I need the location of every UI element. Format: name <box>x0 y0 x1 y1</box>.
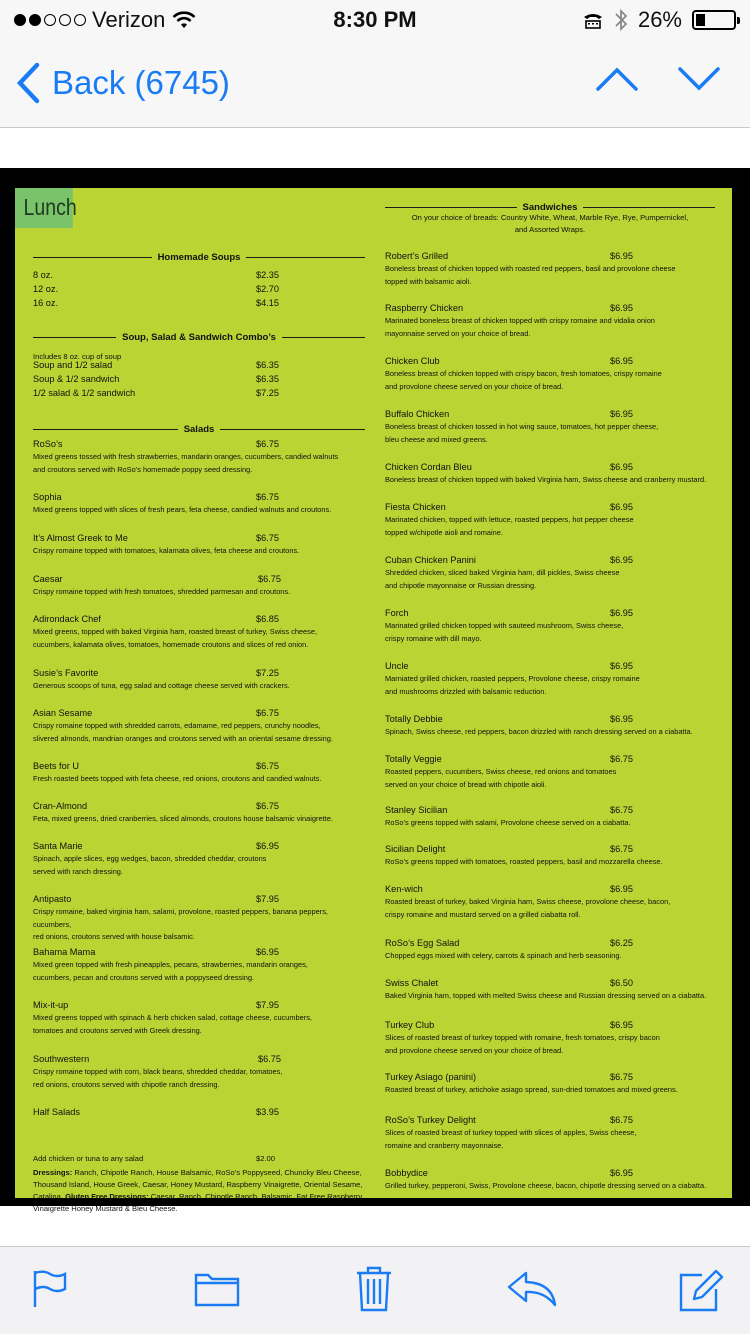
item-description: Roasted breast of turkey, artichoke asiago spread, sun-dried tomatoes and mixed greens. <box>385 1085 678 1094</box>
item-description: Slices of roasted breast of turkey topped with slices of apples, Swiss cheese, romaine and cranberry mayonnaise. <box>385 1128 637 1150</box>
item-price: $3.95 <box>256 1107 279 1117</box>
item-name: Turkey Asiago (panini) <box>385 1072 477 1082</box>
item-name: Mix-it-up <box>33 1000 69 1010</box>
item-price: $6.95 <box>610 303 633 313</box>
item-price: $6.75 <box>256 492 279 502</box>
item-price: $6.95 <box>610 661 633 671</box>
flag-icon[interactable] <box>32 1269 68 1309</box>
item-price: $6.35 <box>256 360 279 370</box>
item-name: Susie’s Favorite <box>33 668 99 678</box>
status-time: 8:30 PM <box>333 7 417 32</box>
item-name: Asian Sesame <box>33 708 93 718</box>
item-name: It’s Almost Greek to Me <box>33 533 128 543</box>
item-name: RoSo’s <box>33 439 63 449</box>
item-description: Chopped eggs mixed with celery, carrots & spinach and herb seasoning. <box>385 951 622 960</box>
item-description: Grilled turkey, pepperoni, Swiss, Provolone cheese, bacon, chipotle dressing served on a ciabatta. <box>385 1181 707 1190</box>
item-name: Bahama Mama <box>33 947 96 957</box>
item-name: Stanley Sicilian <box>385 805 448 815</box>
item-price: $2.35 <box>256 270 279 280</box>
section-header-sandwiches: Sandwiches <box>385 202 715 213</box>
item-description: Boneless breast of chicken topped with crispy bacon, fresh tomatoes, crispy romaine and provolone cheese served on your choice of bread. <box>385 369 662 391</box>
item-name: Buffalo Chicken <box>385 409 450 419</box>
item-price: $7.25 <box>256 668 279 678</box>
item-name: Southwestern <box>33 1054 90 1064</box>
item-price: $6.35 <box>256 374 279 384</box>
item-name: Sicilian Delight <box>385 844 446 854</box>
item-price: $6.95 <box>256 947 279 957</box>
back-button[interactable] <box>16 62 230 104</box>
section-header-soups: Homemade Soups <box>33 252 365 263</box>
bottom-toolbar <box>0 1246 750 1334</box>
item-name: Ken-wich <box>385 884 423 894</box>
item-price: $6.95 <box>610 714 633 724</box>
item-name: Swiss Chalet <box>385 978 439 988</box>
item-name: Soup & 1/2 sandwich <box>33 374 120 384</box>
item-description: Baked Virginia ham, topped with melted Swiss cheese and Russian dressing served on a ciabatta. <box>385 991 707 1000</box>
item-price: $6.75 <box>256 533 279 543</box>
bluetooth-icon <box>614 8 628 32</box>
item-description: Boneless breast of chicken topped with roasted red peppers, basil and provolone cheese topped with balsamic aioli. <box>385 264 676 286</box>
sandwiches-subtitle: On your choice of breads: Country White, Wheat, Marble Rye, Rye, Pumpernickel, and Assorted Wraps. <box>411 213 689 234</box>
item-description: Fresh roasted beets topped with feta cheese, red onions, croutons and candied walnuts. <box>33 774 322 783</box>
item-name: 1/2 salad & 1/2 sandwich <box>33 388 136 398</box>
item-name: Fiesta Chicken <box>385 502 446 512</box>
item-description: RoSo’s greens topped with salami, Provolone cheese served on a ciabatta. <box>385 818 631 827</box>
item-price: $6.75 <box>610 754 633 764</box>
item-price: $7.95 <box>256 894 279 904</box>
carrier-name: Verizon <box>92 7 166 32</box>
item-description: Marinated grilled chicken topped with sauteed mushroom, Swiss cheese, crispy romaine with dill mayo. <box>385 621 624 643</box>
folder-icon[interactable] <box>194 1269 240 1309</box>
item-description: Crispy romaine topped with tomatoes, kalamata olives, feta cheese and croutons. <box>33 546 300 555</box>
item-price: $6.75 <box>610 805 633 815</box>
item-name: Adirondack Chef <box>33 614 101 624</box>
status-right <box>582 7 736 33</box>
item-name: Turkey Club <box>385 1020 435 1030</box>
item-name: Totally Veggie <box>385 754 442 764</box>
item-description: Mixed greens tossed with fresh strawberries, mandarin oranges, cucumbers, candied walnuts and croutons served with RoSo’s homemade poppy seed dressing. <box>33 452 339 474</box>
chevron-down-icon[interactable] <box>678 66 720 92</box>
combo-note: Includes 8 oz. cup of soup <box>33 352 122 361</box>
item-description: Marinated boneless breast of chicken topped with crispy romaine and vidalia onion mayonnaise served on your choice of bread. <box>385 316 655 338</box>
reply-icon[interactable] <box>506 1269 558 1309</box>
item-description: Spinach, Swiss cheese, red peppers, bacon drizzled with ranch dressing served on a ciabatta. <box>385 727 693 736</box>
item-description: Marniated grilled chicken, roasted peppers, Provolone cheese, crispy romaine and mushrooms drizzled with balsamic reduction. <box>385 674 640 696</box>
item-price: $6.50 <box>610 978 633 988</box>
item-name: RoSo’s Egg Salad <box>385 938 460 948</box>
item-name: Santa Marie <box>33 841 83 851</box>
item-price: $6.95 <box>610 884 633 894</box>
navigation-bar <box>0 40 750 128</box>
item-name: Bobbydice <box>385 1168 428 1178</box>
item-price: $6.95 <box>610 462 633 472</box>
lunch-tag: Lunch <box>15 188 73 228</box>
menu-image-frame <box>0 168 750 1213</box>
status-bar <box>0 0 750 40</box>
item-description: Roasted peppers, cucumbers, Swiss cheese, red onions and tomatoes served on your choice of bread with chipotle aioli. <box>385 767 617 789</box>
item-price: $6.95 <box>610 251 633 261</box>
item-price: $6.95 <box>610 555 633 565</box>
item-description: Crispy romaine topped with corn, black beans, shredded cheddar, tomatoes, red onions, croutons served with chipotle ranch dressing. <box>33 1067 283 1089</box>
item-name: Half Salads <box>33 1107 80 1117</box>
item-name: Cuban Chicken Panini <box>385 555 476 565</box>
battery-percent: 26% <box>637 7 682 32</box>
item-description: Generous scoops of tuna, egg salad and cottage cheese served with crackers. <box>33 681 290 690</box>
item-description: Roasted breast of turkey, baked Virginia ham, Swiss cheese, provolone cheese, bacon, crispy romaine and mustard served on a grilled ciabatta roll. <box>385 897 671 919</box>
item-name: Caesar <box>33 574 63 584</box>
item-price: $6.75 <box>256 801 279 811</box>
item-price: $6.85 <box>256 614 279 624</box>
item-name: Chicken Club <box>385 356 440 366</box>
item-name: Totally Debbie <box>385 714 443 724</box>
item-description: Boneless breast of chicken tossed in hot wing sauce, tomatoes, hot pepper cheese, bleu cheese and mixed greens. <box>385 422 659 444</box>
message-navigation <box>596 66 720 92</box>
battery-icon <box>692 10 736 30</box>
item-price: $6.75 <box>258 574 281 584</box>
item-price: $6.75 <box>256 439 279 449</box>
item-name: Uncle <box>385 661 409 671</box>
item-description: Slices of roasted breast of turkey topped with romaine, fresh tomatoes, crispy bacon and provolone cheese served on your choice of bread. <box>385 1033 660 1055</box>
item-price: $7.25 <box>256 388 279 398</box>
item-description: Boneless breast of chicken topped with baked Virginia ham, Swiss cheese and cranberry mustard. <box>385 475 707 484</box>
item-name: Soup and 1/2 salad <box>33 360 113 370</box>
tty-icon <box>582 11 604 29</box>
item-name: Beets for U <box>33 761 79 771</box>
item-description: Shredded chicken, sliced baked Virginia ham, dill pickles, Swiss cheese and chipotle mayonnaise or Russian dressing. <box>385 568 620 590</box>
section-header-combo: Soup, Salad & Sandwich Combo’s <box>33 332 365 343</box>
item-price: $6.95 <box>610 409 633 419</box>
chevron-left-icon <box>16 62 40 104</box>
item-price: $6.95 <box>610 1168 633 1178</box>
item-price: $4.15 <box>256 298 279 308</box>
trash-icon[interactable] <box>355 1265 393 1313</box>
item-description: Mixed greens topped with slices of fresh pears, feta cheese, candied walnuts and croutons. <box>33 505 332 514</box>
item-name: Raspberry Chicken <box>385 303 464 313</box>
item-description: Mixed green topped with fresh pineapples, pecans, strawberries, mandarin oranges, cucumbers, pecan and croutons served with a poppyseed dressing. <box>33 960 308 982</box>
item-price: $2.70 <box>256 284 279 294</box>
item-price: $6.75 <box>258 1054 281 1064</box>
item-description: Mixed greens topped with spinach & herb chicken salad, cottage cheese, cucumbers, tomatoes and croutons served with Greek dressing. <box>33 1013 312 1035</box>
item-price: $6.75 <box>256 761 279 771</box>
item-name: 16 oz. <box>33 298 59 308</box>
lunch-menu: Lunch Homemade Soups 8 oz. $2.35 12 oz. $2.70 16 oz. $4.15 Soup, Salad & Sandwich Combo’s Includes 8 oz. cup of soup Soup and 1/2 salad $6.35 Soup & 1/2 sandwich $6.35 1/2 salad & 1/2 sandwich $7.25 Salads RoSo’s $6.75 Mixed greens tossed with fresh strawberries, mandarin oranges, cucumbers, candied walnuts and croutons served with RoSo’s homemade poppy seed dressing. Sophia $6.75 Mixed greens topped with slices of fresh pears, feta cheese, candied walnuts and croutons. It’s Almost Greek to Me $6.75 Crispy romaine topped with tomatoes, kalamata olives, feta cheese and croutons. Caesar $6.75 Crispy romaine topped with fresh tomatoes, shredded parmesan and croutons. Adirondack Chef $6.85 Mixed greens, topped with baked Virginia ham, roasted breast of turkey, Swiss cheese, cucumbers, kalamata olives, tomatoes, homemade croutons and slices of red onion. Susie’s Favorite $7.25 Generous scoops of tuna, egg salad and cottage cheese served with crackers. Asian Sesame $6.75 Crispy romaine topped with shredded carrots, edamame, red peppers, crunchy noodles, slivered almonds, mandrian oranges and croutons served with an oriental sesame dressing. Beets for U $6.75 Fresh roasted beets topped with feta cheese, red onions, croutons and candied walnuts. Cran-Almond $6.75 Feta, mixed greens, dried cranberries, sliced almonds, croutons house balsamic vinaigrette. Santa Marie $6.95 Spinach, apple slices, egg wedges, bacon, shredded cheddar, croutons served with ranch dressing. Antipasto $7.95 Crispy romaine, baked virginia ham, salami, provolone, roasted peppers, banana peppers, cucumbers, red onions, croutons served with house balsamic. Bahama Mama $6.95 Mixed green topped with fresh pineapples, pecans, strawberries, mandarin oranges, cucumbers, pecan and croutons served with a poppyseed dressing. Mix-it-up $7.95 Mixed greens topped with spinach & herb chicken salad, cottage cheese, cucumbers, tomatoes and croutons served with Greek dressing. Southwestern $6.75 Crispy romaine topped with corn, black beans, shredded cheddar, tomatoes, red onions, croutons served with chipotle ranch dressing. Half Salads $3.95 Add chicken or tuna to any salad $2.00 Dressings: Ranch, Chipotle Ranch, House Balsamic, RoSo’s Poppyseed, Chuncky Bleu Cheese, Thousand Island, House Greek, Caesar, Honey Mustard, Raspberry Vinaigrette, Oriental Sesame, Catalina. Gluten Free Dressings: Caesar, Ranch, Chipotle Ranch, Balsamic, Fat Free Raspberry Vinaigrette Honey Mustard & Bleu Cheese. Sandwiches On your choice of breads: Country White, Wheat, Marble Rye, Rye, Pumpernickel, and Assorted Wraps. Robert’s Grilled $6.95 Boneless breast of chicken topped with roasted red peppers, basil and provolone cheese topped with balsamic aioli. Raspberry Chicken $6.95 Marinated boneless breast of chicken topped with crispy romaine and vidalia onion mayonnaise served on your choice of bread. Chicken Club $6.95 Boneless breast of chicken topped with crispy bacon, fresh tomatoes, crispy romaine and provolone cheese served on your choice of bread. Buffalo Chicken $6.95 Boneless breast of chicken tossed in hot wing sauce, tomatoes, hot pepper cheese, bleu cheese and mixed greens. Chicken Cordan Bleu $6.95 Boneless breast of chicken topped with baked Virginia ham, Swiss cheese and cranberry mustard. Fiesta Chicken $6.95 Marinated chicken, topped with lettuce, roasted peppers, hot pepper cheese topped w/chipotle aioli and romaine. Cuban Chicken Panini $6.95 Shredded chicken, sliced baked Virginia ham, dill pickles, Swiss cheese and chipotle mayonnaise or Russian dressing. Forch $6.95 Marinated grilled chicken topped with sauteed mushroom, Swiss cheese, crispy romaine with dill mayo. Uncle $6.95 Marniated grilled chicken, roasted peppers, Provolone cheese, crispy romaine and mushrooms drizzled with balsamic reduction. Totally Debbie $6.95 Spinach, Swiss cheese, red peppers, bacon drizzled with ranch dressing served on a ciabatta. Totally Veggie $6.75 Roasted peppers, cucumbers, Swiss cheese, red onions and tomatoes served on your choice of bread with chipotle aioli. Stanley Sicilian $6.75 RoSo’s greens topped with salami, Provolone cheese served on a ciabatta. Sicilian Delight $6.75 RoSo’s greens topped with tomatoes, roasted peppers, basil and mozzarella cheese. Ken-wich $6.95 Roasted breast of turkey, baked Virginia ham, Swiss cheese, provolone cheese, bacon, crispy romaine and mustard served on a grilled ciabatta roll. RoSo’s Egg Salad $6.25 Chopped eggs mixed with celery, carrots & spinach and herb seasoning. Swiss Chalet $6.50 Baked Virginia ham, topped with melted Swiss cheese and Russian dressing served on a ciabatta. Turkey Club $6.95 Slices of roasted breast of turkey topped with romaine, fresh tomatoes, crispy bacon and provolone cheese served on your choice of bread. Turkey Asiago (panini) $6.75 Roasted breast of turkey, artichoke asiago spread, sun-dried tomatoes and mixed greens. RoSo’s Turkey Delight $6.75 Slices of roasted breast of turkey topped with slices of apples, Swiss cheese, romaine and cranberry mayonnaise. Bobbydice $6.95 Grilled turkey, pepperoni, Swiss, Provolone cheese, bacon, chipotle dressing served on a ciabatta. <box>15 188 732 1198</box>
item-price: $6.75 <box>610 844 633 854</box>
item-price: $6.25 <box>610 938 633 948</box>
item-description: Mixed greens, topped with baked Virginia ham, roasted breast of turkey, Swiss cheese, cucumbers, kalamata olives, tomatoes, homemade croutons and slices of red onion. <box>33 627 318 649</box>
section-header-salads: Salads <box>33 424 365 435</box>
chevron-up-icon[interactable] <box>596 66 638 92</box>
item-price: $6.95 <box>610 356 633 366</box>
item-price: $6.75 <box>610 1115 633 1125</box>
item-name: Antipasto <box>33 894 72 904</box>
item-description: Crispy romaine, baked virginia ham, salami, provolone, roasted peppers, banana peppers, cucumbers, red onions, croutons served with house balsamic. <box>33 907 328 941</box>
item-name: Robert’s Grilled <box>385 251 449 261</box>
item-name: Chicken Cordan Bleu <box>385 462 472 472</box>
item-name: Cran-Almond <box>33 801 88 811</box>
message-body[interactable] <box>0 128 750 1246</box>
item-price: $6.95 <box>610 1020 633 1030</box>
item-price: $7.95 <box>256 1000 279 1010</box>
item-description: Crispy romaine topped with shredded carrots, edamame, red peppers, crunchy noodles, slivered almonds, mandrian oranges and croutons served with an oriental sesame dressing. <box>33 721 333 743</box>
compose-icon[interactable] <box>678 1269 724 1313</box>
item-name: 12 oz. <box>33 284 59 294</box>
back-label: Back (6745) <box>52 64 230 101</box>
item-description: Spinach, apple slices, egg wedges, bacon, shredded cheddar, croutons served with ranch dressing. <box>33 854 267 876</box>
item-price: $6.75 <box>256 708 279 718</box>
dressings-text: Dressings: Ranch, Chipotle Ranch, House Balsamic, RoSo’s Poppyseed, Chuncky Bleu Cheese, Thousand Island, House Greek, Caesar, Honey Mustard, Raspberry Vinaigrette, Oriental Sesame, Catalina. Gluten Free Dressings: Caesar, Ranch, Chipotle Ranch, Balsamic, Fat Free Raspberry Vinaigrette Honey Mustard & Bleu Cheese. <box>33 1168 363 1213</box>
item-name: RoSo’s Turkey Delight <box>385 1115 476 1125</box>
item-description: RoSo’s greens topped with tomatoes, roasted peppers, basil and mozzarella cheese. <box>385 857 663 866</box>
item-price: $6.95 <box>610 502 633 512</box>
item-description: Crispy romaine topped with fresh tomatoes, shredded parmesan and croutons. <box>33 587 291 596</box>
item-description: Feta, mixed greens, dried cranberries, sliced almonds, croutons house balsamic vinaigrette. <box>33 814 333 823</box>
item-price: $6.95 <box>610 608 633 618</box>
item-name: Forch <box>385 608 409 618</box>
item-price: $6.75 <box>610 1072 633 1082</box>
item-name: 8 oz. <box>33 270 53 280</box>
item-description: Marinated chicken, topped with lettuce, roasted peppers, hot pepper cheese topped w/chipotle aioli and romaine. <box>385 515 634 537</box>
item-name: Sophia <box>33 492 62 502</box>
item-price: $6.95 <box>256 841 279 851</box>
